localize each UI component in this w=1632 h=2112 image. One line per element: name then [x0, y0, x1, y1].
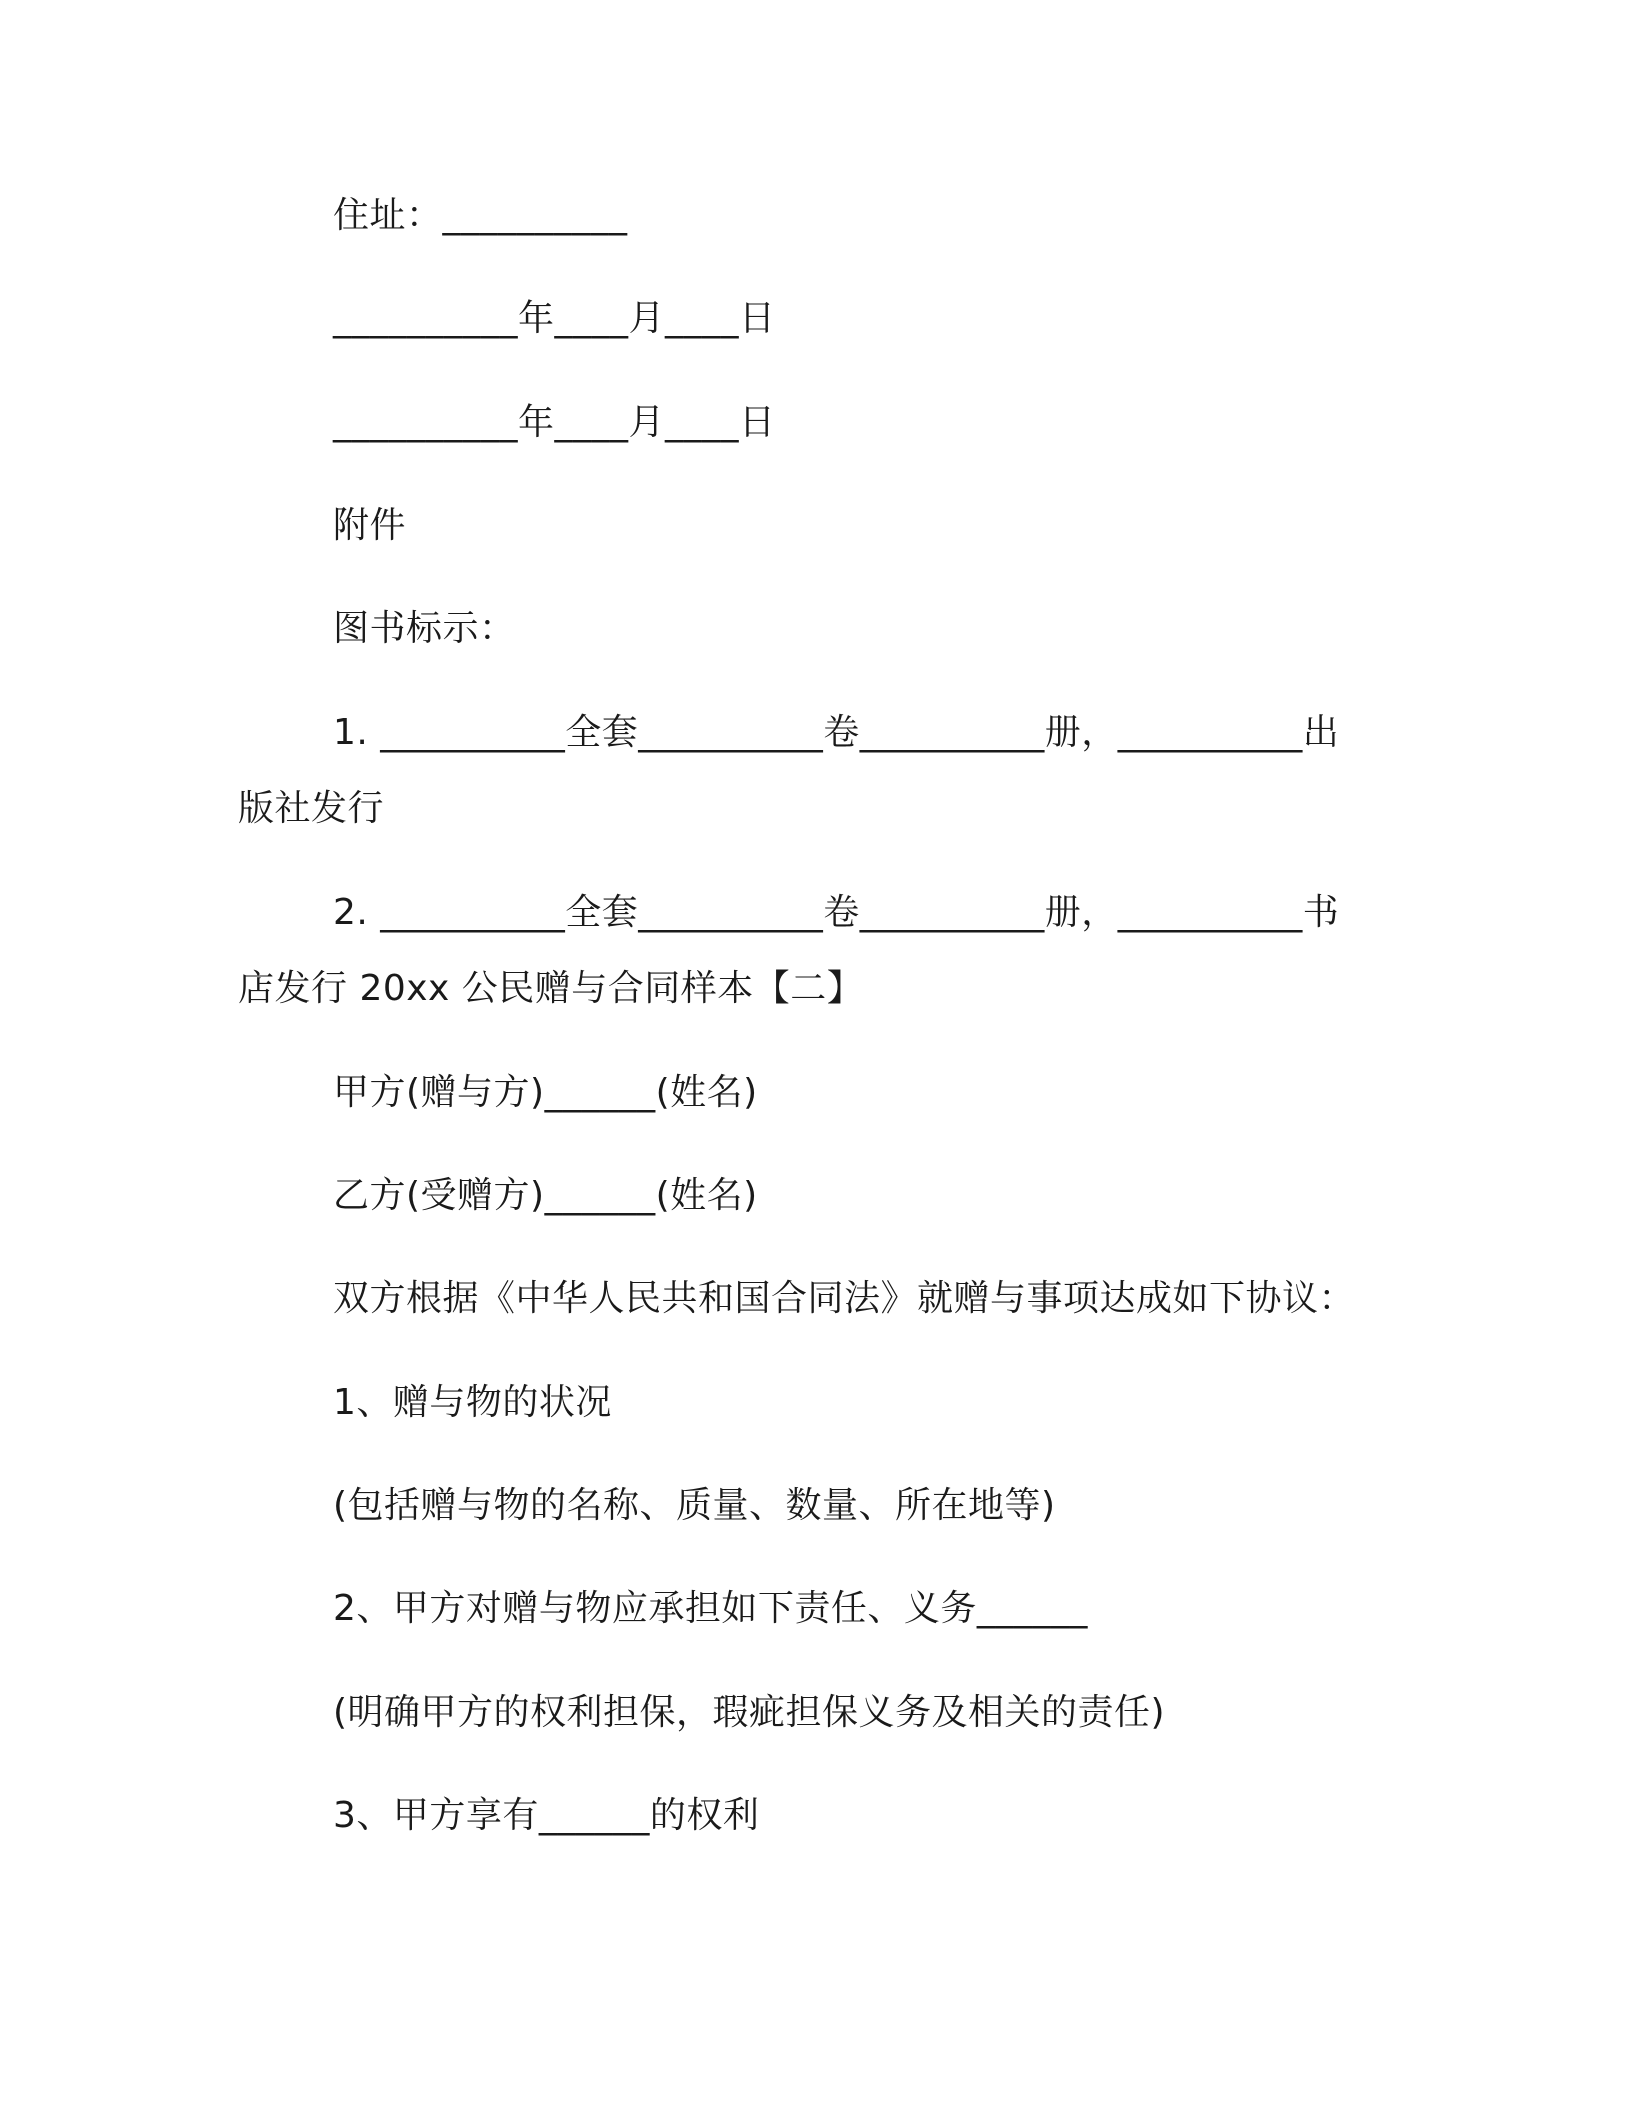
clause-2-note: (明确甲方的权利担保，瑕疵担保义务及相关的责任)	[333, 1692, 1166, 1733]
clause-1-note: (包括赠与物的名称、质量、数量、所在地等)	[333, 1485, 1056, 1526]
agreement-intro: 双方根据《中华人民共和国合同法》就赠与事项达成如下协议：	[333, 1278, 1356, 1319]
book-item-1: 1. __________全套__________卷__________册，__________出	[333, 712, 1340, 753]
clause-1: 1、赠与物的状况	[333, 1382, 612, 1423]
book-item-2: 2. __________全套__________卷__________册，__________书	[333, 892, 1340, 933]
date-line-1: __________年____月____日	[333, 298, 776, 339]
party-b-line: 乙方(受赠方)______(姓名)	[333, 1175, 758, 1216]
book-item-1-cont: 版社发行	[238, 788, 385, 829]
book-label-heading: 图书标示：	[333, 608, 516, 649]
attachment-heading: 附件	[333, 505, 407, 546]
clause-3: 3、甲方享有______的权利	[333, 1795, 760, 1836]
date-line-2: __________年____月____日	[333, 402, 776, 443]
book-item-2-cont: 店发行 20xx 公民赠与合同样本【二】	[238, 968, 864, 1009]
party-a-line: 甲方(赠与方)______(姓名)	[333, 1072, 758, 1113]
address-line: 住址：__________	[333, 195, 628, 236]
clause-2: 2、甲方对赠与物应承担如下责任、义务______	[333, 1588, 1088, 1629]
